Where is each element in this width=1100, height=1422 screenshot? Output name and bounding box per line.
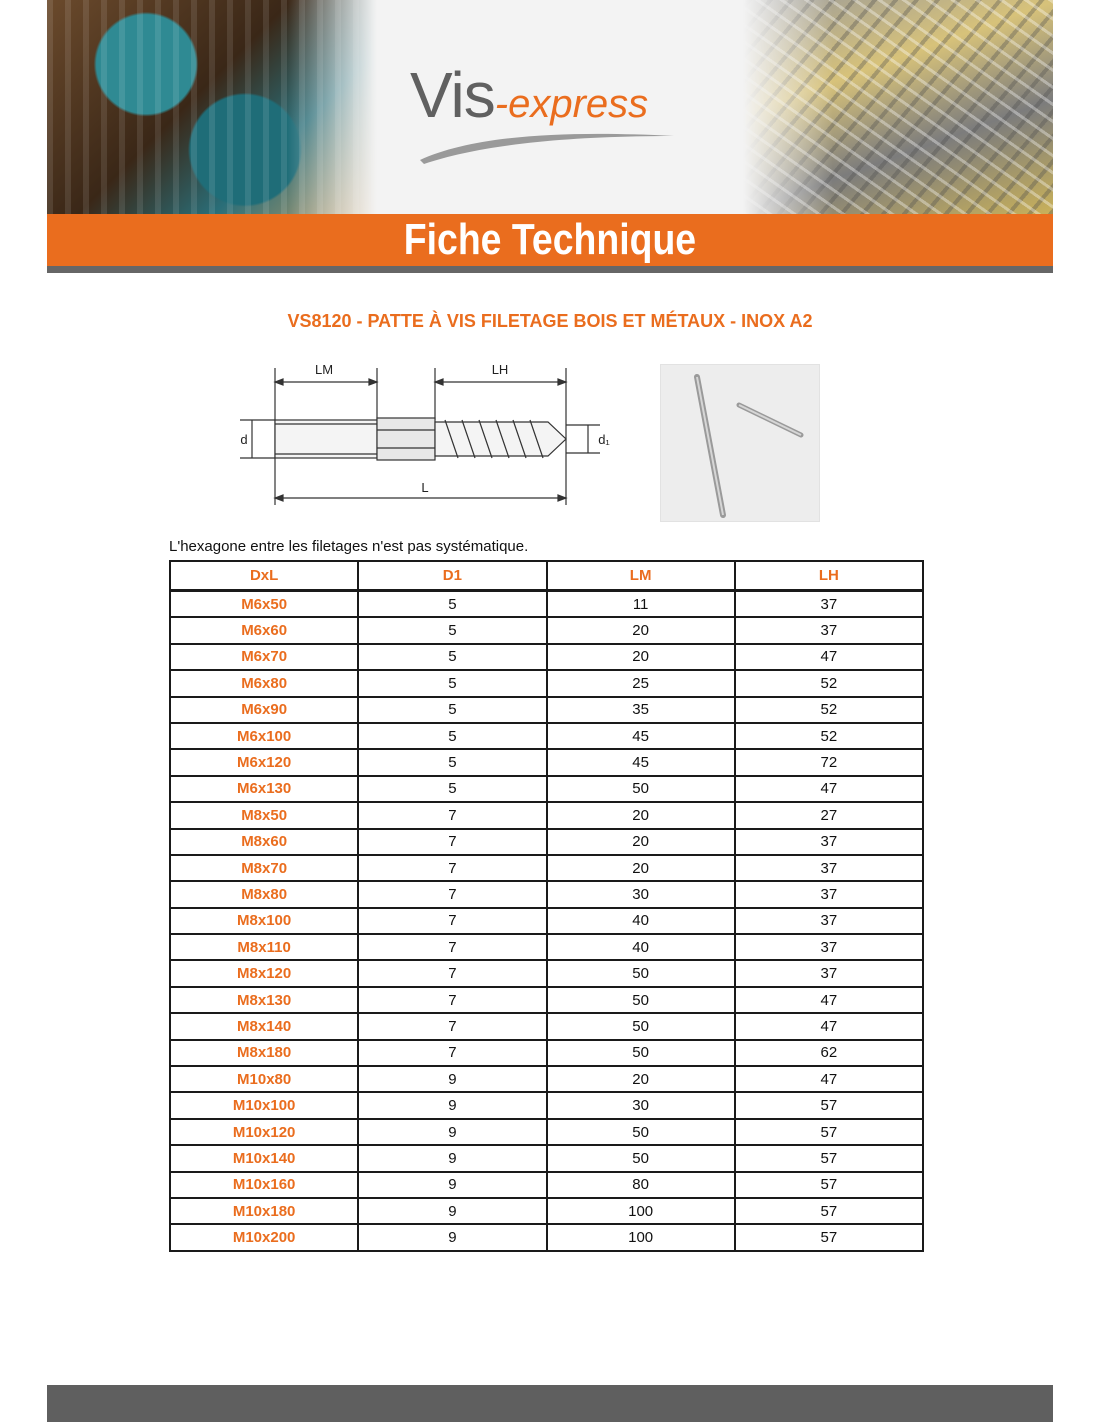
tools-photo xyxy=(47,0,377,214)
cell-lh: 37 xyxy=(735,855,923,881)
cell-dxl: M8x180 xyxy=(170,1040,358,1066)
table-row xyxy=(170,802,923,828)
cell-lh: 57 xyxy=(735,1224,923,1250)
table-row xyxy=(170,1040,923,1066)
cell-dxl: M10x180 xyxy=(170,1198,358,1224)
table-row xyxy=(170,776,923,802)
title-bar xyxy=(47,214,1053,273)
cell-lh: 57 xyxy=(735,1172,923,1198)
cell-dxl: M8x80 xyxy=(170,881,358,907)
cell-lm: 20 xyxy=(547,1066,735,1092)
cell-d1: 7 xyxy=(358,1013,546,1039)
cell-lh: 37 xyxy=(735,960,923,986)
cell-lm: 50 xyxy=(547,1145,735,1171)
cell-lm: 40 xyxy=(547,934,735,960)
cell-d1: 9 xyxy=(358,1092,546,1118)
cell-lh: 47 xyxy=(735,1066,923,1092)
cell-lh: 37 xyxy=(735,591,923,618)
cell-d1: 5 xyxy=(358,776,546,802)
table-row xyxy=(170,670,923,696)
cell-d1: 5 xyxy=(358,723,546,749)
spec-table-body xyxy=(170,591,923,1251)
column-header-lh: LH xyxy=(735,561,923,591)
cell-dxl: M8x130 xyxy=(170,987,358,1013)
table-row xyxy=(170,934,923,960)
l-label: L xyxy=(421,480,429,495)
brand-logo-sub: -express xyxy=(494,82,649,126)
product-title: VS8120 - PATTE À VIS FILETAGE BOIS ET MÉTAUX - INOX A2 xyxy=(287,311,813,331)
cell-lh: 57 xyxy=(735,1145,923,1171)
cell-lh: 47 xyxy=(735,644,923,670)
cell-lh: 37 xyxy=(735,934,923,960)
cell-lh: 47 xyxy=(735,1013,923,1039)
dimension-diagram xyxy=(230,360,620,520)
cell-d1: 7 xyxy=(358,987,546,1013)
hexagon-note: L'hexagone entre les filetages n'est pas systématique. xyxy=(169,538,529,555)
cell-lh: 62 xyxy=(735,1040,923,1066)
cell-d1: 5 xyxy=(358,644,546,670)
table-row xyxy=(170,987,923,1013)
cell-lh: 37 xyxy=(735,908,923,934)
cell-d1: 9 xyxy=(358,1198,546,1224)
table-row xyxy=(170,881,923,907)
cell-dxl: M6x90 xyxy=(170,697,358,723)
cell-d1: 7 xyxy=(358,908,546,934)
table-row xyxy=(170,1092,923,1118)
cell-dxl: M8x100 xyxy=(170,908,358,934)
cell-lm: 100 xyxy=(547,1198,735,1224)
cell-d1: 5 xyxy=(358,617,546,643)
cell-lh: 47 xyxy=(735,987,923,1013)
cell-dxl: M8x50 xyxy=(170,802,358,828)
table-header-row xyxy=(170,561,923,591)
spec-table xyxy=(169,560,924,1252)
cell-d1: 5 xyxy=(358,749,546,775)
cell-d1: 7 xyxy=(358,829,546,855)
d-label: d xyxy=(240,432,248,447)
cell-lh: 52 xyxy=(735,723,923,749)
table-row xyxy=(170,1119,923,1145)
footer-bar xyxy=(47,1385,1053,1422)
cell-d1: 9 xyxy=(358,1172,546,1198)
table-row xyxy=(170,697,923,723)
table-row xyxy=(170,749,923,775)
cell-lm: 50 xyxy=(547,960,735,986)
d1-label: d₁ xyxy=(598,432,610,447)
cell-dxl: M10x140 xyxy=(170,1145,358,1171)
table-row xyxy=(170,591,923,618)
cell-dxl: M8x70 xyxy=(170,855,358,881)
cell-lm: 45 xyxy=(547,723,735,749)
table-row xyxy=(170,1066,923,1092)
cell-lh: 37 xyxy=(735,617,923,643)
table-row xyxy=(170,1224,923,1250)
screws-photo xyxy=(743,0,1053,214)
cell-lm: 20 xyxy=(547,829,735,855)
cell-d1: 5 xyxy=(358,670,546,696)
cell-dxl: M8x140 xyxy=(170,1013,358,1039)
cell-lh: 27 xyxy=(735,802,923,828)
cell-dxl: M6x130 xyxy=(170,776,358,802)
table-row xyxy=(170,644,923,670)
brand-logo-main: Vis xyxy=(410,59,495,131)
table-row xyxy=(170,960,923,986)
table-row xyxy=(170,1172,923,1198)
cell-lm: 20 xyxy=(547,644,735,670)
cell-dxl: M6x120 xyxy=(170,749,358,775)
column-header-dxl: DxL xyxy=(170,561,358,591)
cell-lm: 20 xyxy=(547,802,735,828)
logo-swoosh-icon xyxy=(412,126,682,166)
cell-dxl: M8x110 xyxy=(170,934,358,960)
cell-dxl: M10x80 xyxy=(170,1066,358,1092)
cell-lh: 57 xyxy=(735,1119,923,1145)
cell-dxl: M6x100 xyxy=(170,723,358,749)
cell-dxl: M6x60 xyxy=(170,617,358,643)
cell-lm: 45 xyxy=(547,749,735,775)
cell-dxl: M6x80 xyxy=(170,670,358,696)
cell-lm: 50 xyxy=(547,1119,735,1145)
table-row xyxy=(170,1013,923,1039)
cell-lm: 100 xyxy=(547,1224,735,1250)
cell-lh: 37 xyxy=(735,829,923,855)
lm-label: LM xyxy=(314,362,334,377)
cell-dxl: M8x60 xyxy=(170,829,358,855)
cell-lh: 72 xyxy=(735,749,923,775)
table-row xyxy=(170,829,923,855)
cell-d1: 7 xyxy=(358,1040,546,1066)
cell-d1: 7 xyxy=(358,881,546,907)
cell-d1: 9 xyxy=(358,1145,546,1171)
cell-lh: 52 xyxy=(735,697,923,723)
cell-d1: 9 xyxy=(358,1066,546,1092)
cell-lm: 50 xyxy=(547,1013,735,1039)
cell-lh: 57 xyxy=(735,1198,923,1224)
table-row xyxy=(170,723,923,749)
lh-label: LH xyxy=(491,362,509,377)
cell-d1: 7 xyxy=(358,934,546,960)
cell-d1: 9 xyxy=(358,1119,546,1145)
cell-dxl: M10x120 xyxy=(170,1119,358,1145)
table-row xyxy=(170,908,923,934)
table-row xyxy=(170,855,923,881)
cell-lm: 11 xyxy=(547,591,735,618)
cell-d1: 7 xyxy=(358,802,546,828)
cell-d1: 7 xyxy=(358,960,546,986)
cell-d1: 5 xyxy=(358,591,546,618)
cell-lh: 52 xyxy=(735,670,923,696)
cell-dxl: M8x120 xyxy=(170,960,358,986)
cell-dxl: M10x200 xyxy=(170,1224,358,1250)
cell-lm: 50 xyxy=(547,1040,735,1066)
table-row xyxy=(170,1145,923,1171)
cell-lm: 30 xyxy=(547,881,735,907)
page-title: Fiche Technique xyxy=(403,215,697,264)
cell-lm: 40 xyxy=(547,908,735,934)
cell-dxl: M6x50 xyxy=(170,591,358,618)
cell-lm: 30 xyxy=(547,1092,735,1118)
table-row xyxy=(170,1198,923,1224)
cell-lm: 25 xyxy=(547,670,735,696)
cell-lm: 35 xyxy=(547,697,735,723)
hanger-bolt-icon xyxy=(661,365,819,521)
product-photo xyxy=(660,364,820,522)
cell-lh: 37 xyxy=(735,881,923,907)
table-row xyxy=(170,617,923,643)
cell-lm: 20 xyxy=(547,855,735,881)
cell-dxl: M10x100 xyxy=(170,1092,358,1118)
cell-lh: 57 xyxy=(735,1092,923,1118)
cell-dxl: M10x160 xyxy=(170,1172,358,1198)
cell-d1: 5 xyxy=(358,697,546,723)
cell-lh: 47 xyxy=(735,776,923,802)
cell-lm: 20 xyxy=(547,617,735,643)
cell-d1: 9 xyxy=(358,1224,546,1250)
column-header-lm: LM xyxy=(547,561,735,591)
column-header-d1: D1 xyxy=(358,561,546,591)
cell-dxl: M6x70 xyxy=(170,644,358,670)
cell-lm: 50 xyxy=(547,776,735,802)
cell-lm: 80 xyxy=(547,1172,735,1198)
cell-d1: 7 xyxy=(358,855,546,881)
cell-lm: 50 xyxy=(547,987,735,1013)
